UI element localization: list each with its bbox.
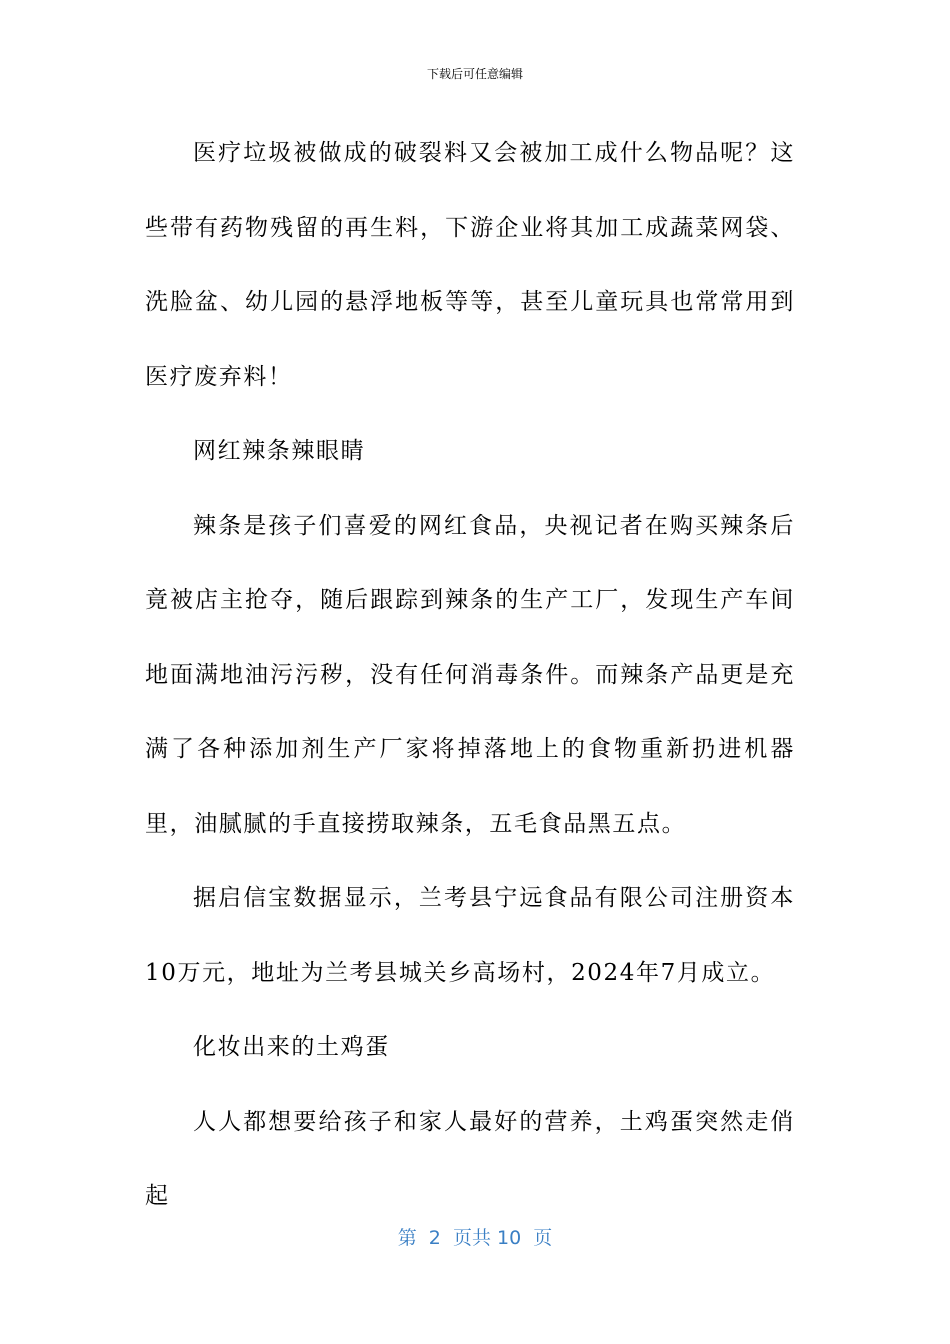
document-body [145, 116, 795, 1234]
paragraph-spicy-strips: 辣条是孩子们喜爱的网红食品，央视记者在购买辣条后竟被店主抢夺，随后跟踪到辣条的生产工厂，发现生产车间地面满地油污污秽，没有任何消毒条件。而辣条产品更是充满了各种添加剂生产厂家将掉落地上的食物重新扔进机器里，油腻腻的手直接捞取辣条，五毛食品黑五点。 [145, 512, 795, 837]
section-heading-spicy-strips: 网红辣条辣眼睛 [193, 438, 366, 464]
paragraph-eggs: 人人都想要给孩子和家人最好的营养，土鸡蛋突然走俏起 [145, 1108, 795, 1209]
page-header-note: 下载后可任意编辑 [426, 67, 523, 81]
section-heading-eggs: 化妆出来的土鸡蛋 [193, 1034, 390, 1060]
paragraph-company-info: 据启信宝数据显示，兰考县宁远食品有限公司注册资本10万元，地址为兰考县城关乡高场村，2024年7月成立。 [145, 885, 795, 986]
paragraph-medical-waste: 医疗垃圾被做成的破裂料又会被加工成什么物品呢？这些带有药物残留的再生料，下游企业将其加工成蔬菜网袋、洗脸盆、幼儿园的悬浮地板等等，甚至儿童玩具也常常用到医疗废弃料！ [145, 140, 795, 390]
page-number-footer: 第 2 页共 10 页 [397, 1227, 553, 1249]
